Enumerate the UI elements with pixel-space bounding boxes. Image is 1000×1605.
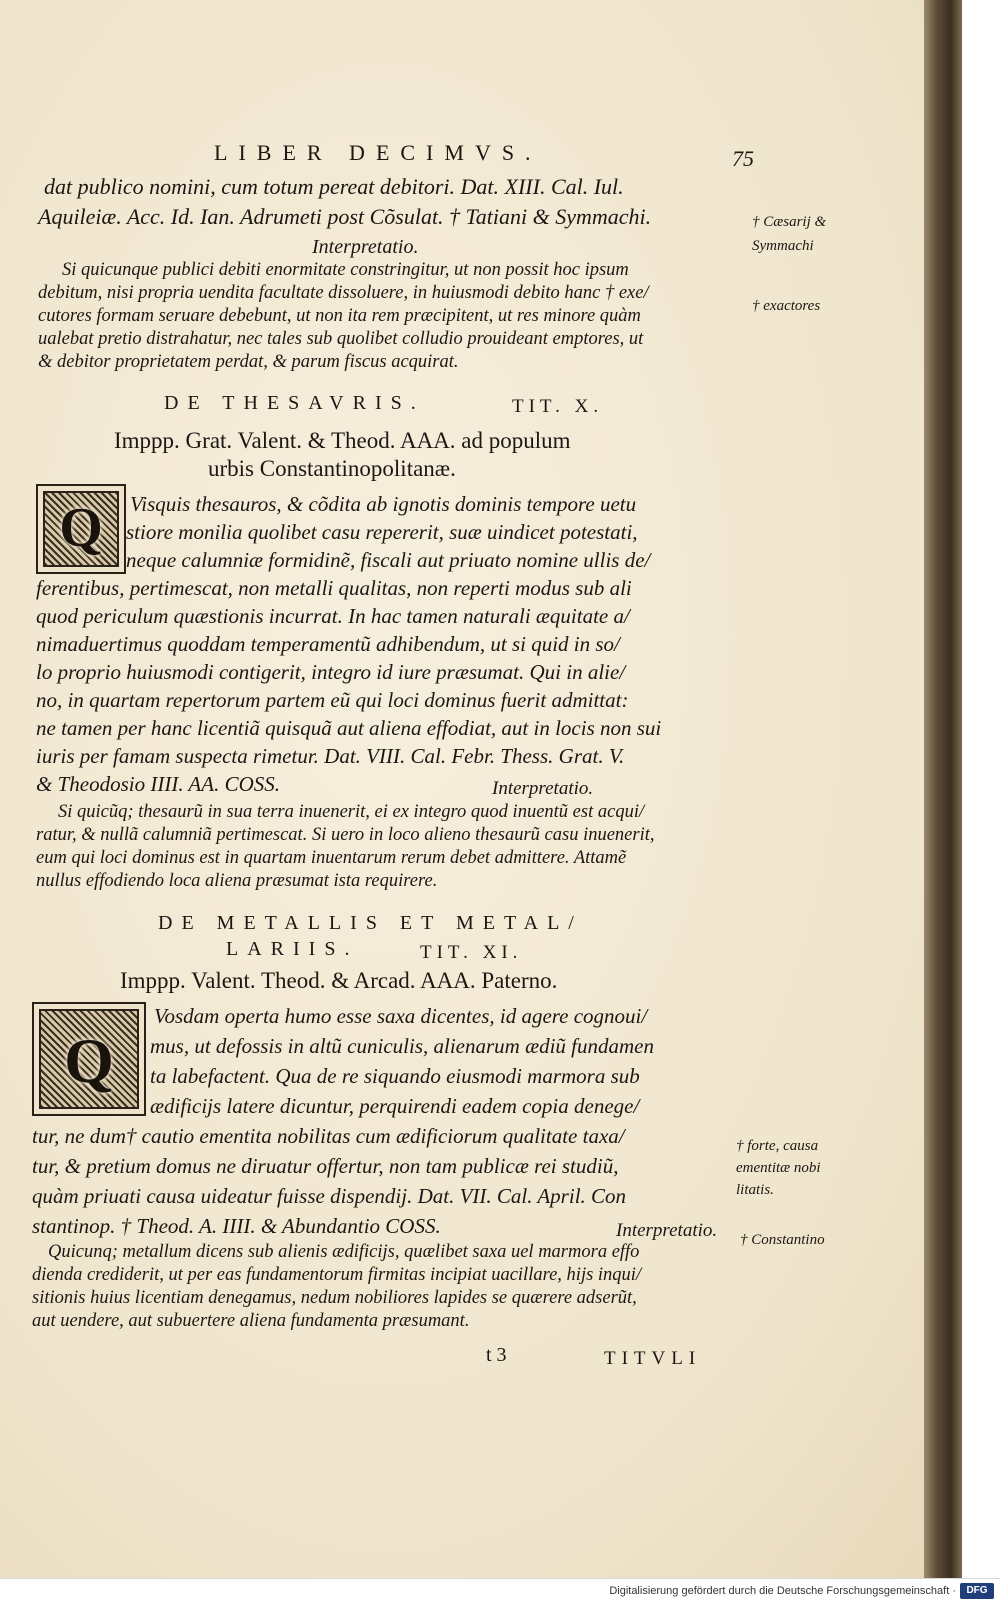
- constitution-address: urbis Constantinopolitanæ.: [208, 456, 456, 481]
- constitution-address: Imppp. Valent. Theod. & Arcad. AAA. Paterno.: [120, 968, 558, 993]
- interpretatio-heading: Interpretatio.: [312, 236, 419, 258]
- margin-note: ementitæ nobi: [736, 1160, 821, 1176]
- body-line: ædificijs latere dicuntur, perquirendi eadem copia denege/: [150, 1094, 640, 1118]
- interp-line: sitionis huius licentiam denegamus, nedum nobiliores lapides se quærere adserũt,: [32, 1288, 637, 1308]
- body-line: quàm priuati causa uideatur fuisse dispendij. Dat. VII. Cal. April. Con: [32, 1184, 627, 1208]
- body-line: Visquis thesauros, & cõdita ab ignotis dominis tempore uetu: [130, 492, 637, 516]
- margin-note: † exactores: [752, 298, 821, 314]
- body-line: ne tamen per hanc licentiã quisquã aut aliena effodiat, aut in locis non sui: [36, 716, 662, 740]
- interp-line: & debitor proprietatem perdat, & parum fiscus acquirat.: [38, 352, 459, 372]
- section-title: LARIIS.: [226, 938, 359, 960]
- initial-letter: Q: [64, 1025, 114, 1096]
- page-number: 75: [732, 146, 754, 171]
- body-line: stiore monilia quolibet casu repererit, suæ uindicet potestati,: [126, 520, 638, 544]
- body-line: lo proprio huiusmodi contigerit, integro id iure præsumat. Qui in alie/: [36, 660, 626, 684]
- margin-note: † Constantino: [740, 1232, 825, 1248]
- page-edge-binding: [924, 0, 962, 1578]
- body-line: Vosdam operta humo esse saxa dicentes, id agere cognoui/: [154, 1004, 648, 1028]
- body-line: no, in quartam repertorum partem eũ qui loci dominus fuerit admittat:: [36, 688, 629, 712]
- interpretatio-heading: Interpretatio.: [492, 778, 594, 799]
- interp-line: ratur, & nullã calumniã pertimescat. Si uero in loco alieno thesaurũ casu inuenerit,: [36, 825, 655, 845]
- footer-credit: Digitalisierung gefördert durch die Deutsche Forschungsgemeinschaft ·: [609, 1585, 956, 1597]
- signature-mark: t 3: [486, 1344, 507, 1366]
- catchword: TITVLI: [604, 1348, 702, 1369]
- body-line: stantinop. † Theod. A. IIII. & Abundantio COSS.: [32, 1214, 441, 1238]
- interpretatio-heading: Interpretatio.: [616, 1220, 718, 1241]
- margin-note: † forte, causa: [736, 1138, 819, 1154]
- body-line: dat publico nomini, cum totum pereat debitori. Dat. XIII. Cal. Iul.: [44, 174, 624, 199]
- running-title: LIBER DECIMVS.: [214, 140, 542, 165]
- section-title: DE THESAVRIS.: [164, 392, 425, 414]
- interp-line: Si quicũq; thesaurũ in sua terra inuenerit, ei ex integro quod inuentũ est acqui/: [58, 802, 645, 822]
- interp-line: aut uendere, aut subuertere aliena fundamenta præsumant.: [32, 1311, 470, 1331]
- interp-line: ualebat pretio distrahatur, nec tales sub quolibet colludio prouideant emptores, ut: [38, 329, 644, 349]
- margin-note: Symmachi: [752, 238, 814, 254]
- body-line: neque calumniæ formidinẽ, fiscali aut priuato nomine ullis de/: [126, 548, 651, 572]
- body-line: tur, & pretium domus ne diruatur offertur, non tam publicæ rei studiũ,: [32, 1154, 619, 1178]
- section-title: DE METALLIS ET METAL/: [158, 912, 583, 934]
- interp-line: cutores formam seruare debebunt, ut non ita rem præcipitent, ut res minore quàm: [38, 306, 641, 326]
- dfg-logo: DFG: [960, 1583, 994, 1599]
- body-line: tur, ne dum† cautio ementita nobilitas cum ædificiorum qualitate taxa/: [32, 1124, 625, 1148]
- decorated-initial: [32, 1002, 146, 1116]
- body-line: quod periculum quæstionis incurrat. In hac tamen naturali æquitate a/: [36, 604, 630, 628]
- margin-note: litatis.: [736, 1182, 774, 1198]
- body-line: ferentibus, pertimescat, non metalli qualitas, non reperti modus sub ali: [36, 576, 632, 600]
- decorated-initial: [36, 484, 126, 574]
- interp-line: Quicunq; metallum dicens sub alienis ædificijs, quælibet saxa uel marmora effo: [48, 1242, 640, 1262]
- body-line: mus, ut defossis in altũ cuniculis, alienarum ædiũ fundamen: [150, 1034, 654, 1058]
- interp-line: nullus effodiendo loca aliena præsumat ista requirere.: [36, 871, 438, 891]
- body-line: & Theodosio IIII. AA. COSS.: [36, 772, 281, 796]
- body-line: nimaduertimus quoddam temperamentũ adhibendum, ut si quid in so/: [36, 632, 620, 656]
- section-tit: TIT. XI.: [420, 942, 523, 963]
- body-line: ta labefactent. Qua de re siquando eiusmodi marmora sub: [150, 1064, 640, 1088]
- interp-line: Si quicunque publici debiti enormitate constringitur, ut non possit hoc ipsum: [62, 260, 629, 280]
- body-line: Aquileiæ. Acc. Id. Ian. Adrumeti post Cõsulat. † Tatiani & Symmachi.: [38, 204, 652, 229]
- initial-letter: Q: [59, 497, 103, 559]
- constitution-address: Imppp. Grat. Valent. & Theod. AAA. ad populum: [114, 428, 571, 453]
- interp-line: eum qui loci dominus est in quartam inuentarum rerum debet admittere. Attamẽ: [36, 848, 627, 868]
- body-line: iuris per famam suspecta rimetur. Dat. VIII. Cal. Febr. Thess. Grat. V.: [36, 744, 625, 768]
- section-tit: TIT. X.: [512, 396, 604, 417]
- interp-line: dienda crediderit, ut per eas fundamentorum firmitas incipiat uacillare, hijs inqui/: [32, 1265, 642, 1285]
- interp-line: debitum, nisi propria uendita facultate dissoluere, in huiusmodi debito hanc † exe/: [38, 283, 649, 303]
- margin-note: † Cæsarij &: [752, 214, 827, 230]
